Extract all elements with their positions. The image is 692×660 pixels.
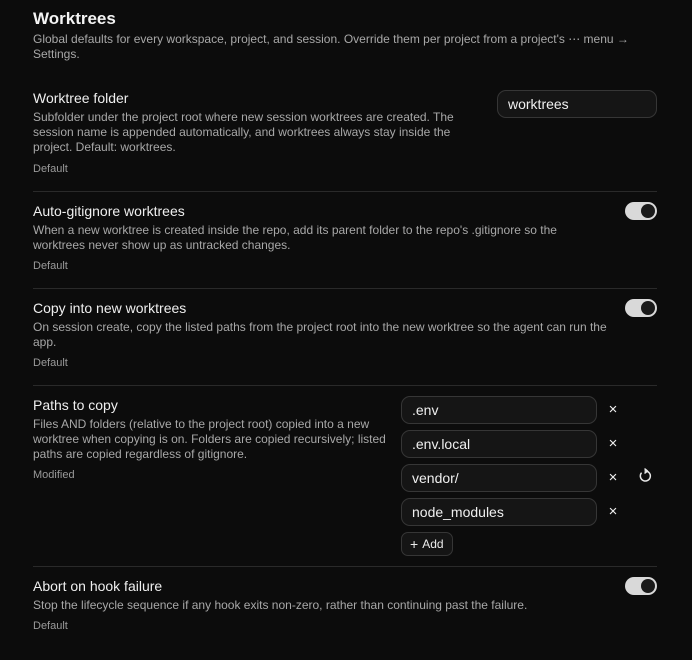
divider: [33, 566, 657, 567]
plus-icon: +: [410, 536, 419, 552]
worktree-folder-input[interactable]: [497, 90, 657, 118]
close-icon[interactable]: ×: [608, 503, 618, 520]
divider: [33, 385, 657, 386]
copy-into-status: Default: [33, 357, 68, 369]
toggle-knob: [641, 301, 655, 315]
copy-into-toggle[interactable]: [625, 299, 657, 317]
close-icon[interactable]: ×: [608, 401, 618, 418]
close-icon[interactable]: ×: [608, 469, 618, 486]
auto-gitignore-status: Default: [33, 260, 68, 272]
toggle-knob: [641, 204, 655, 218]
abort-on-hook-description: Stop the lifecycle sequence if any hook exits non-zero, rather than continuing past the failure.: [33, 598, 528, 612]
divider: [33, 288, 657, 289]
paths-to-copy-description: Files AND folders (relative to the project root) copied into a new worktree when copying is on. Folders are copied recursively; listed paths are copied regardless of gitignore.: [33, 417, 386, 461]
page-description: Global defaults for every workspace, project, and session. Override them per project from a project's ⋯ menu → Settings.: [33, 32, 629, 61]
worktree-folder-description: Subfolder under the project root where new session worktrees are created. The session name is appended automatically, and worktrees always stay inside the project. Default: worktrees.: [33, 110, 454, 154]
path-input[interactable]: [401, 464, 597, 492]
divider: [33, 191, 657, 192]
auto-gitignore-description: When a new worktree is created inside the repo, add its parent folder to the repo's .gitignore so the worktrees never show up as untracked changes.: [33, 223, 557, 252]
path-input[interactable]: [401, 498, 597, 526]
auto-gitignore-toggle[interactable]: [625, 202, 657, 220]
worktree-folder-status: Default: [33, 163, 68, 175]
add-path-button[interactable]: [401, 532, 453, 556]
copy-into-title: Copy into new worktrees: [33, 300, 187, 316]
reset-icon[interactable]: [637, 468, 653, 484]
abort-on-hook-toggle[interactable]: [625, 577, 657, 595]
toggle-knob: [641, 579, 655, 593]
abort-on-hook-status: Default: [33, 620, 68, 632]
page-title: Worktrees: [33, 9, 116, 28]
close-icon[interactable]: ×: [608, 435, 618, 452]
copy-into-description: On session create, copy the listed paths from the project root into the new worktree so the agent can run the app.: [33, 320, 607, 349]
path-input[interactable]: [401, 396, 597, 424]
abort-on-hook-title: Abort on hook failure: [33, 578, 163, 594]
auto-gitignore-title: Auto-gitignore worktrees: [33, 203, 185, 219]
worktree-folder-title: Worktree folder: [33, 90, 129, 106]
add-path-label: Add: [422, 537, 444, 551]
paths-to-copy-status: Modified: [33, 469, 75, 481]
paths-to-copy-title: Paths to copy: [33, 397, 118, 413]
path-input[interactable]: [401, 430, 597, 458]
